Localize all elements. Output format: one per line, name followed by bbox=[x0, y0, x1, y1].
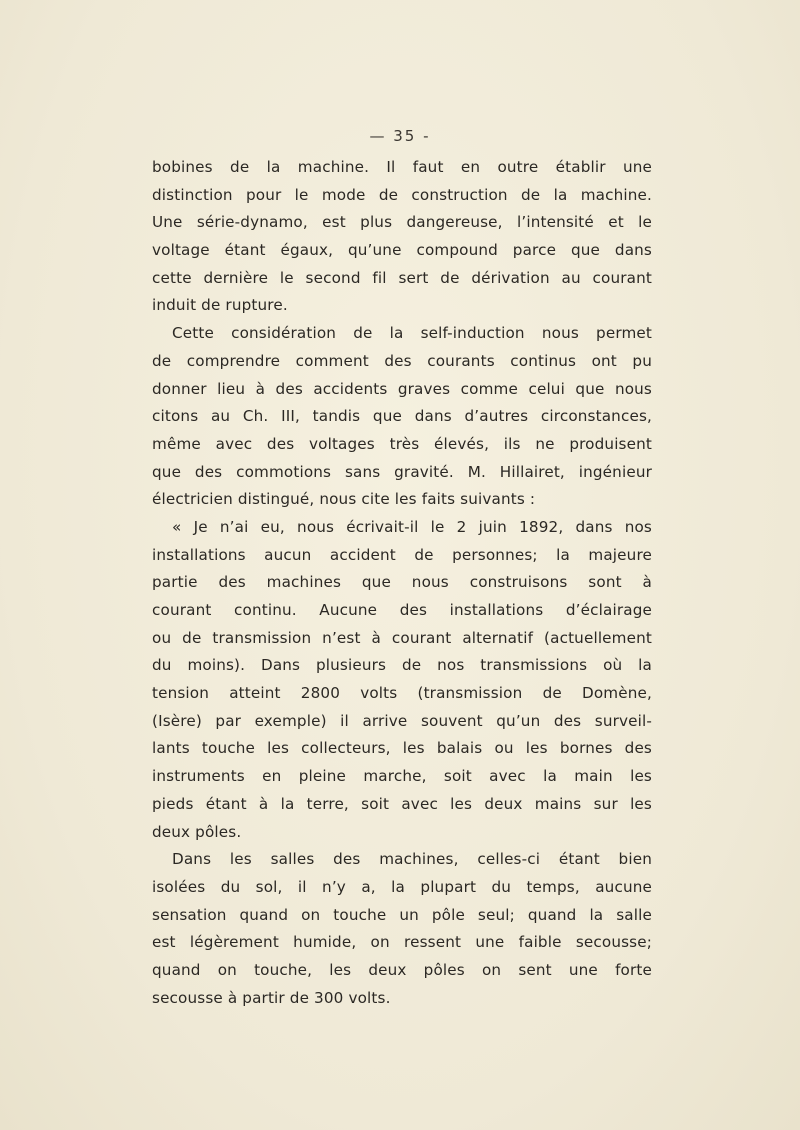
text-line: donner lieu à des accidents graves comme celui que nous bbox=[152, 379, 652, 398]
text-line: sensation quand on touche un pôle seul; quand la salle bbox=[152, 905, 652, 924]
text-line: lants touche les collecteurs, les balais ou les bornes des bbox=[152, 739, 652, 758]
text-line: pieds étant à la terre, soit avec les deux mains sur les bbox=[152, 794, 652, 813]
text-line: bobines de la machine. Il faut en outre établir une bbox=[152, 158, 652, 176]
text-line: partie des machines que nous construisons sont à bbox=[152, 573, 652, 592]
text-line: même avec des voltages très élevés, ils ne produisent bbox=[152, 434, 652, 453]
text-line: cette dernière le second fil sert de dérivation au courant bbox=[152, 268, 652, 287]
text-line: Une série-dynamo, est plus dangereuse, l’intensité et le bbox=[152, 213, 652, 232]
text-line: électricien distingué, nous cite les faits suivants : bbox=[152, 490, 536, 509]
text-line: que des commotions sans gravité. M. Hillairet, ingénieur bbox=[152, 462, 652, 481]
text-line: secousse à partir de 300 volts. bbox=[152, 988, 391, 1007]
page-number: — 35 - bbox=[369, 127, 431, 145]
text-line: distinction pour le mode de construction de la machine. bbox=[152, 185, 652, 204]
text-line: tension atteint 2800 volts (transmission de Domène, bbox=[152, 684, 652, 703]
text-line: installations aucun accident de personnes; la majeure bbox=[152, 545, 652, 564]
text-line: « Je n’ai eu, nous écrivait-il le 2 juin 1892, dans nos bbox=[172, 517, 652, 536]
text-line: voltage étant égaux, qu’une compound parce que dans bbox=[152, 241, 652, 260]
text-line: quand on touche, les deux pôles on sent une forte bbox=[152, 960, 652, 979]
text-line: deux pôles. bbox=[152, 822, 242, 841]
text-line: Dans les salles des machines, celles-ci étant bien bbox=[172, 850, 652, 869]
text-line: instruments en pleine marche, soit avec la main les bbox=[152, 767, 652, 786]
text-line: de comprendre comment des courants continus ont pu bbox=[152, 351, 652, 370]
text-line: citons au Ch. III, tandis que dans d’autres circonstances, bbox=[152, 407, 652, 426]
text-line: ou de transmission n’est à courant alternatif (actuellement bbox=[152, 628, 652, 647]
text-line: induit de rupture. bbox=[152, 296, 288, 315]
text-line: Cette considération de la self-induction nous permet bbox=[172, 324, 652, 343]
text-line: courant continu. Aucune des installations d’éclairage bbox=[152, 601, 652, 619]
body-text bbox=[152, 154, 652, 1012]
text-line: est légèrement humide, on ressent une faible secousse; bbox=[152, 933, 652, 952]
text-line: du moins). Dans plusieurs de nos transmissions où la bbox=[152, 656, 652, 675]
text-line: isolées du sol, il n’y a, la plupart du temps, aucune bbox=[152, 877, 652, 896]
text-line: (Isère) par exemple) il arrive souvent qu’un des surveil- bbox=[152, 711, 652, 730]
